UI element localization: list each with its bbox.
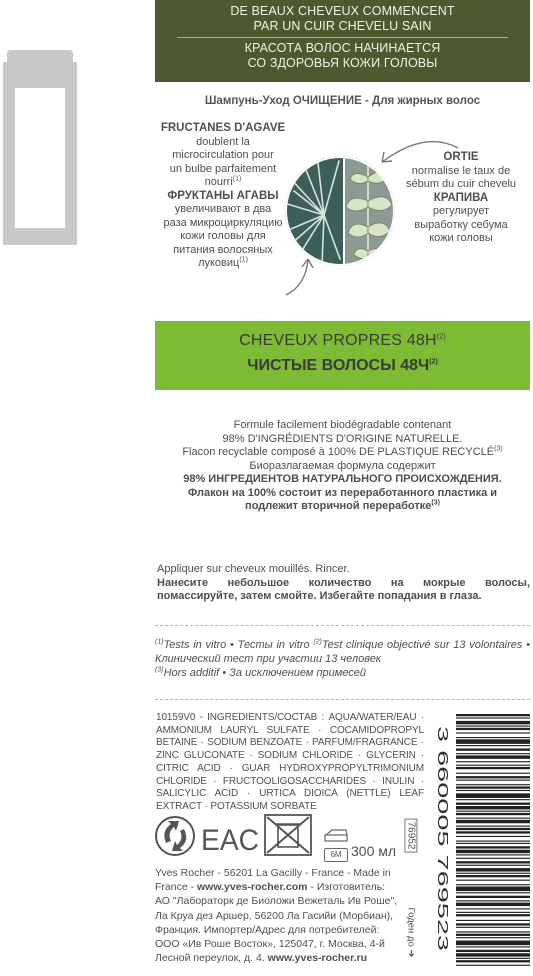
- barcode-bar: [456, 745, 530, 746]
- barcode-bar: [456, 784, 530, 785]
- barcode-bar: [456, 908, 530, 909]
- clean-hair-fr-text: CHEVEUX PROPRES 48H: [239, 332, 437, 349]
- nettle-ru-line2: выработку себума: [414, 218, 508, 231]
- agave-ru-line5: луковиц: [198, 257, 240, 269]
- header-slogan-band: [155, 0, 530, 82]
- barcode-bar: [456, 813, 530, 815]
- formula-ru-line3: Флакон на 100% состоит из переработанного пластика и: [187, 486, 498, 499]
- barcode: [428, 712, 530, 970]
- barcode-bar: [456, 843, 530, 844]
- bottle-silhouette-icon: [3, 50, 77, 245]
- agave-ru-footnote: (1): [239, 256, 248, 264]
- barcode-bar: [456, 931, 530, 932]
- clean-hair-ru: [155, 357, 530, 375]
- barcode-bar: [456, 960, 530, 962]
- barcode-bar: [456, 868, 530, 871]
- barcode-bar: [456, 846, 530, 848]
- nettle-fr-title: ORTIE: [443, 151, 479, 163]
- footnote-1-mark: (1): [155, 638, 164, 646]
- barcode-bar: [456, 965, 530, 966]
- barcode-bar: [456, 923, 530, 925]
- barcode-bar: [456, 861, 530, 863]
- barcode-bar: [456, 755, 530, 758]
- nettle-ru-title: КРАПИВА: [433, 191, 489, 204]
- divider: [155, 699, 530, 700]
- barcode-bar: [456, 721, 530, 724]
- agave-fr-line2: microcirculation pour: [172, 149, 274, 161]
- expiry-text: Годен до: [405, 907, 417, 947]
- clean-hair-fr: [155, 332, 530, 350]
- agave-fr-footnote: (1): [232, 175, 242, 183]
- barcode-bar: [456, 728, 530, 730]
- product-subtitle: Шампунь-Уход ОЧИЩЕНИЕ - Для жирных волос: [204, 95, 481, 107]
- clean-hair-48h-band: [155, 321, 530, 390]
- barcode-bar: [456, 818, 530, 819]
- barcode-bar: [456, 790, 530, 791]
- barcode-bar: [456, 884, 530, 885]
- barcode-bar: [456, 858, 530, 859]
- clean-hair-ru-footnote: (2): [429, 358, 438, 366]
- formula-fr-line1: Formule facilement biodégradable contenant: [233, 419, 452, 431]
- footnote-2-text: Test clinique objectivé sur 13 volontaires • Клинический тест при участии 13 человек: [155, 639, 531, 665]
- barcode-bar: [456, 765, 530, 766]
- usage-ru: Нанесите небольшое количество на мокрые волосы, помассируйте, затем смойте. Избегайте попадания в глаза.: [157, 576, 530, 602]
- address-line5: Франция. Импортер/Адрес для потребителей:: [155, 923, 380, 936]
- barcode-bar: [456, 892, 530, 893]
- barcode-bar: [456, 799, 530, 800]
- nettle-claim: [392, 151, 530, 246]
- barcode-bar: [456, 887, 530, 892]
- barcode-bar: [456, 776, 530, 778]
- barcode-bar: [456, 739, 530, 744]
- footnote-2-mark: (2): [313, 638, 322, 646]
- usage-fr: Appliquer sur cheveux mouillés. Rincer.: [157, 563, 350, 575]
- barcode-bar: [456, 950, 530, 952]
- arrow-to-agave-icon: [282, 255, 316, 299]
- barcode-bar: [456, 920, 530, 921]
- agave-fr-title: FRUCTANES D'AGAVE: [160, 122, 286, 134]
- formula-ru-line2: 98% ИНГРЕДИЕНТОВ НАТУРАЛЬНОГО ПРОИСХОЖДЕНИЯ.: [183, 473, 502, 485]
- barcode-bar: [456, 958, 530, 959]
- clean-hair-fr-footnote: (2): [436, 333, 446, 341]
- barcode-bar: [456, 806, 530, 809]
- formula-fr-line3: Flacon recyclable composé à 100% DE PLASTIQUE RECYCLÉ: [182, 446, 495, 458]
- barcode-bar: [456, 732, 530, 733]
- nettle-ru-line1: регулирует: [432, 205, 490, 217]
- agave-fr-line1: doublent la: [196, 135, 250, 148]
- barcode-bar: [456, 914, 530, 916]
- barcode-bar: [456, 873, 530, 874]
- barcode-bar: [456, 714, 530, 716]
- nettle-ru-line3: кожи головы: [429, 232, 493, 244]
- barcode-bar: [456, 749, 530, 751]
- footnotes: [155, 639, 530, 680]
- barcode-bar: [456, 836, 530, 837]
- formula-info: [155, 419, 530, 514]
- barcode-bar: [456, 912, 530, 913]
- address-line2c: - Изготовитель:: [307, 881, 386, 894]
- slogan-fr-line1: DE BEAUX CHEVEUX COMMENCENT: [230, 4, 455, 18]
- barcode-bar: [456, 865, 530, 866]
- usage-directions: [157, 563, 530, 604]
- barcode-bar: [456, 737, 530, 738]
- agave-ru-line1: увеличивают в два: [174, 203, 272, 215]
- barcode-bar: [456, 831, 530, 833]
- agave-fr-line4: nourri: [204, 176, 233, 188]
- barcode-bar: [456, 941, 530, 946]
- barcode-bar: [456, 726, 530, 727]
- barcode-bar: [456, 903, 530, 906]
- barcode-bar: [456, 953, 530, 956]
- barcode-bar: [456, 717, 530, 718]
- agave-claim: [155, 122, 291, 271]
- manufacturer-address: [155, 866, 417, 965]
- divider: [155, 625, 530, 626]
- barcode-bar: [456, 927, 530, 928]
- barcode-bar: [456, 828, 530, 830]
- barcode-number: 3 660005 769523: [434, 726, 451, 843]
- address-line4: Ла Круа дез Аршер, 56200 Ла Гасийи (Морбиан),: [155, 909, 394, 922]
- clean-hair-ru-text: ЧИСТЫЕ ВОЛОСЫ 48Ч: [247, 357, 430, 374]
- formula-ru-line1: Биоразлагаемая формула содержит: [249, 459, 436, 472]
- agave-fr-line3: un bulbe parfaitement: [169, 162, 277, 175]
- footnote-3-text: Hors additif • За исключением примесей: [163, 666, 367, 679]
- barcode-bar: [456, 896, 530, 898]
- agave-ru-line4: питания волосяных: [173, 243, 273, 256]
- pao-6m-label: 6M: [324, 848, 348, 862]
- no-trash-bin-icon: [265, 815, 311, 855]
- barcode-bar: [456, 875, 530, 877]
- volume-label: 300 мл: [351, 843, 397, 859]
- barcode-bar: [456, 767, 530, 769]
- formula-fr-line2: 98% D'INGRÉDIENTS D'ORIGINE NATURELLE.: [222, 432, 463, 445]
- barcode-bar: [456, 773, 530, 774]
- expiry-label: Годен до ➜: [405, 907, 417, 958]
- barcode-bar: [456, 820, 530, 823]
- barcode-bar: [456, 946, 530, 947]
- recycle-icon: [156, 817, 194, 855]
- slogan-ru-line2: СО ЗДОРОВЬЯ КОЖИ ГОЛОВЫ: [247, 56, 438, 70]
- address-line2a: France -: [155, 881, 198, 894]
- agave-ru-title: ФРУКТАНЫ АГАВЫ: [167, 189, 279, 202]
- barcode-bar: [456, 786, 530, 788]
- barcode-bar: [456, 880, 530, 881]
- barcode-bar: [456, 934, 530, 936]
- footnote-3-mark: (3): [155, 665, 164, 673]
- barcode-bar: [456, 803, 530, 805]
- address-line7a: Лесной переулок, д. 4.: [155, 952, 268, 965]
- barcode-bar: [456, 753, 530, 754]
- barcode-bar: [456, 850, 530, 853]
- agave-ru-line2: раза микроциркуляцию: [163, 216, 283, 229]
- formula-ru-line4: подлежит вторичной переработке: [245, 500, 432, 512]
- website-fr-link: www.yves-rocher.com: [197, 881, 308, 894]
- barcode-bar: [456, 780, 530, 781]
- formula-fr-footnote: (3): [494, 445, 503, 453]
- barcode-bar: [456, 826, 530, 827]
- barcode-bar: [456, 937, 530, 938]
- pao-jar-icon: [325, 830, 347, 841]
- barcode-bar: [456, 854, 530, 855]
- address-line1: Yves Rocher - 56201 La Gacilly - France - Made in: [155, 867, 391, 879]
- barcode-bar: [456, 841, 530, 842]
- slogan-divider: [177, 37, 508, 38]
- nettle-fr-line2: sébum du cuir chevelu: [405, 178, 517, 190]
- barcode-bar: [456, 793, 530, 798]
- address-line6: ООО «Ив Роше Восток», 125047, г. Москва, 4-й: [155, 938, 385, 951]
- eac-mark: EAC: [201, 824, 259, 857]
- nettle-fr-line1: normalise le taux de: [411, 164, 511, 177]
- website-ru-link: www.yves-rocher.ru: [267, 952, 368, 965]
- barcode-bar: [456, 900, 530, 901]
- footnote-1-text: Tests in vitro • Тесты in vitro: [163, 639, 314, 651]
- barcode-bar: [456, 761, 530, 762]
- agave-ru-line3: кожи головы для: [180, 230, 266, 242]
- formula-ru-footnote: (3): [431, 499, 440, 507]
- address-line3: АО "Лабораторк де Биоложи Вежеталь Ив Роше",: [155, 895, 398, 908]
- product-code: 76952: [404, 819, 417, 853]
- ingredients-list: 10159V0 - INGREDIENTS/СОСТАВ : AQUA/WATER/EAU · AMMONIUM LAURYL SULFATE · COCAMIDOPROPYL BETAINE · SODIUM BENZOATE · PARFUM/FRAGRANCE · ZINC GLUCONATE · SODIUM CHLORIDE · GLYCERIN · CITRIC ACID · GUAR HYDROXYPROPYLTRIMONIUM CHLORIDE · FRUCTOOLIGOSACCHARIDES · INULIN · SALICYLIC ACID · URTICA DIOICA (NETTLE) LEAF EXTRACT · POTASSIUM SORBATE: [156, 712, 424, 812]
- barcode-bar: [456, 811, 530, 812]
- slogan-ru-line1: КРАСОТА ВОЛОС НАЧИНАЕТСЯ: [244, 41, 441, 55]
- slogan-fr-line2: PAR UN CUIR CHEVELU SAIN: [253, 19, 432, 33]
